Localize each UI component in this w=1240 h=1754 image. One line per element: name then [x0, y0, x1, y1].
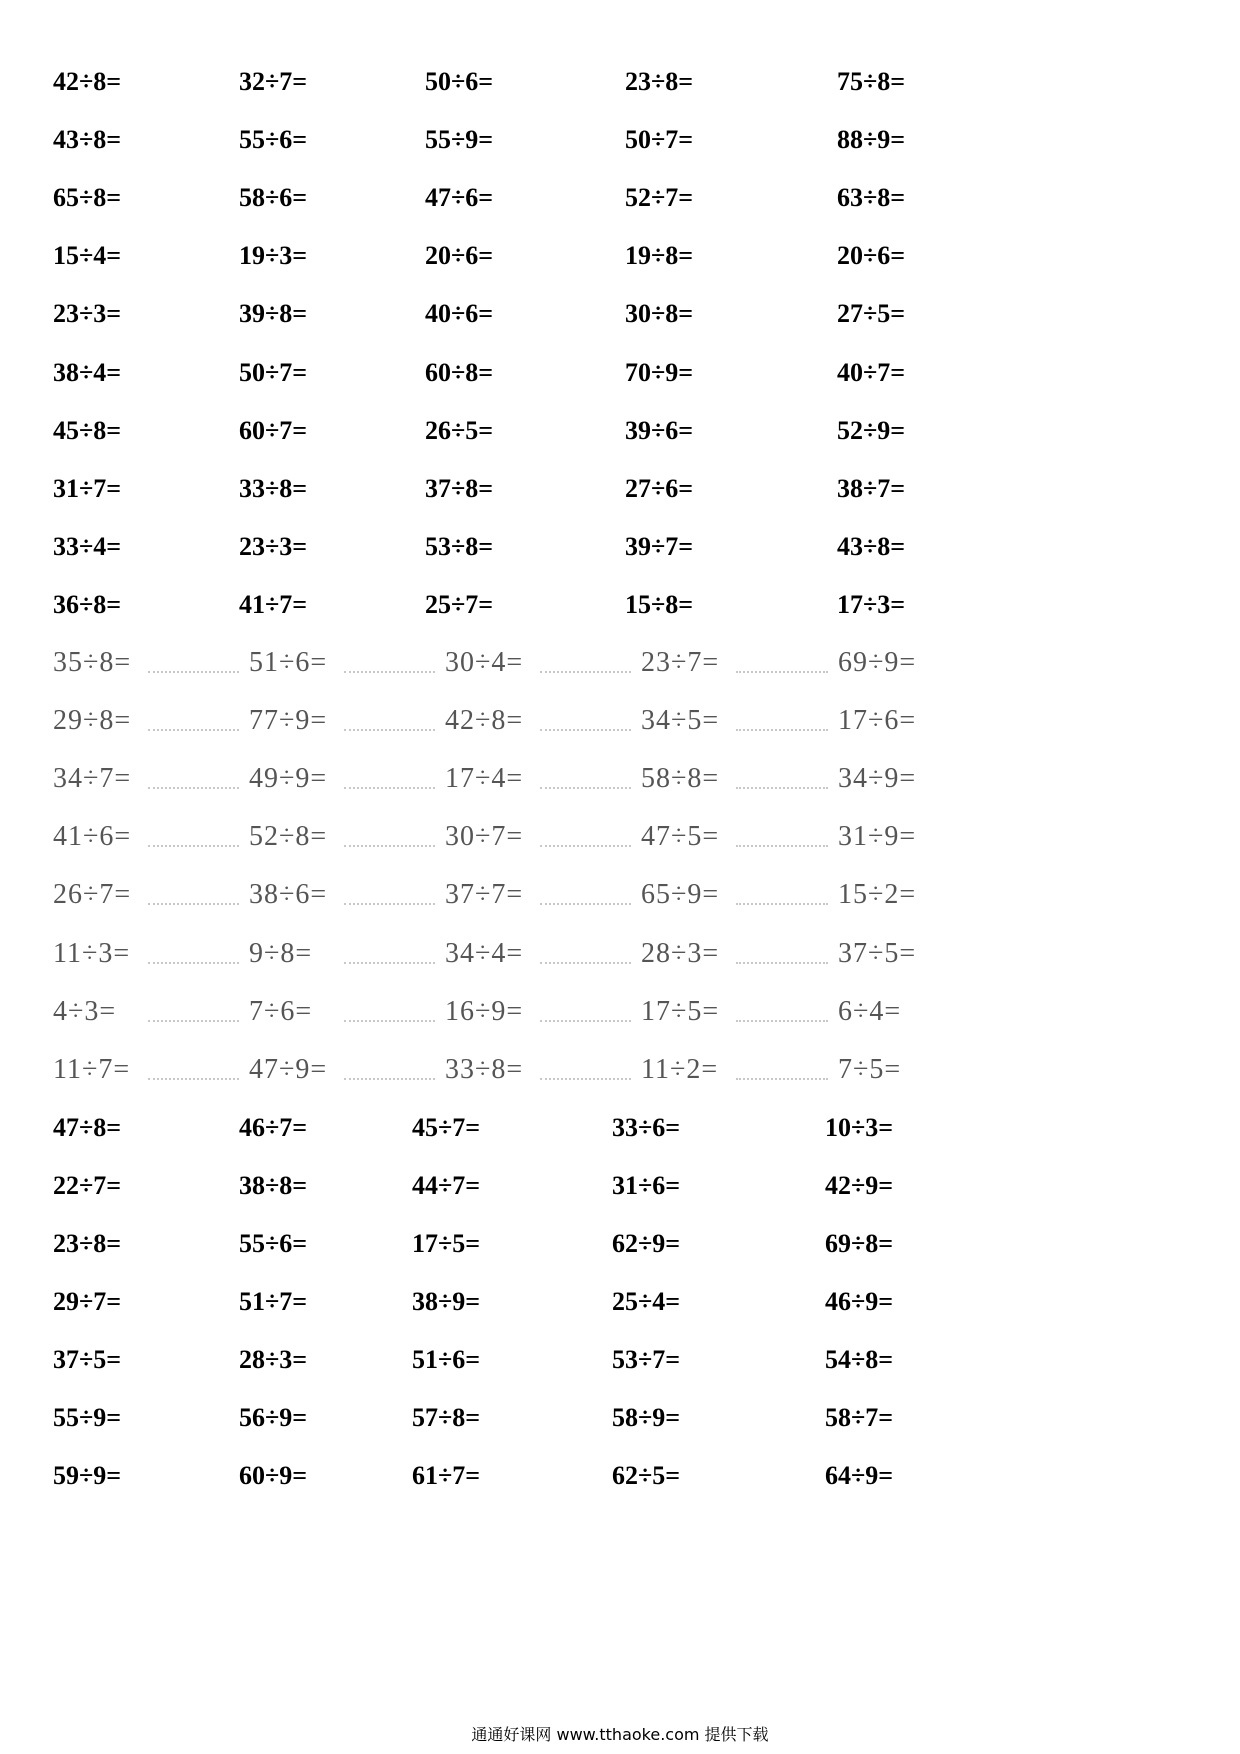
division-problem: 54÷8= — [825, 1345, 894, 1375]
dotted-answer-line — [540, 841, 631, 847]
division-problem: 27÷6= — [625, 473, 694, 503]
division-problem: 62÷5= — [612, 1461, 681, 1491]
division-problem: 28÷3= — [239, 1345, 308, 1375]
problem-row — [0, 701, 1240, 741]
division-problem: 38÷4= — [53, 357, 122, 387]
division-problem: 17÷6= — [838, 705, 917, 737]
division-problem: 31÷9= — [838, 821, 917, 853]
division-problem: 38÷8= — [239, 1170, 308, 1200]
problem-row — [0, 62, 1240, 102]
division-problem: 17÷3= — [837, 589, 906, 619]
problem-row — [0, 1050, 1240, 1090]
division-problem: 16÷9= — [445, 995, 524, 1027]
division-problem: 6÷4= — [838, 995, 902, 1027]
division-problem: 27÷5= — [837, 299, 906, 329]
division-problem: 11÷2= — [641, 1053, 719, 1085]
division-problem: 88÷9= — [837, 125, 906, 155]
division-problem: 39÷6= — [625, 415, 694, 445]
division-problem: 53÷8= — [425, 531, 494, 561]
problem-row — [0, 294, 1240, 334]
problem-row — [0, 353, 1240, 393]
division-problem: 60÷8= — [425, 357, 494, 387]
division-problem: 47÷5= — [641, 821, 720, 853]
division-problem: 33÷8= — [239, 473, 308, 503]
division-problem: 29÷8= — [53, 705, 132, 737]
division-problem: 15÷2= — [838, 879, 917, 911]
division-problem: 33÷8= — [445, 1053, 524, 1085]
division-problem: 47÷9= — [249, 1053, 328, 1085]
problem-row — [0, 759, 1240, 799]
division-problem: 23÷3= — [239, 531, 308, 561]
problem-row — [0, 1224, 1240, 1264]
division-problem: 25÷4= — [612, 1287, 681, 1317]
problem-row — [0, 1456, 1240, 1496]
division-problem: 65÷9= — [641, 879, 720, 911]
division-problem: 41÷7= — [239, 589, 308, 619]
division-problem: 37÷8= — [425, 473, 494, 503]
dotted-answer-line — [736, 725, 828, 731]
division-problem: 41÷6= — [53, 821, 132, 853]
division-problem: 44÷7= — [412, 1170, 481, 1200]
division-problem: 46÷7= — [239, 1112, 308, 1142]
division-problem: 70÷9= — [625, 357, 694, 387]
division-problem: 45÷8= — [53, 415, 122, 445]
division-problem: 75÷8= — [837, 67, 906, 96]
problem-row — [0, 585, 1240, 625]
dotted-answer-line — [148, 1016, 239, 1022]
division-problem: 38÷6= — [249, 879, 328, 911]
dotted-answer-line — [344, 899, 435, 905]
division-problem: 30÷7= — [445, 821, 524, 853]
problem-row — [0, 1398, 1240, 1438]
dotted-answer-line — [736, 899, 828, 905]
problem-row — [0, 817, 1240, 857]
division-problem: 64÷9= — [825, 1461, 894, 1491]
division-problem: 40÷6= — [425, 299, 494, 329]
division-problem: 69÷9= — [838, 647, 917, 678]
dotted-answer-line — [540, 725, 631, 731]
division-problem: 39÷7= — [625, 531, 694, 561]
division-problem: 37÷5= — [838, 937, 917, 969]
division-problem: 53÷7= — [612, 1345, 681, 1375]
division-problem: 52÷9= — [837, 415, 906, 445]
division-problem: 26÷7= — [53, 879, 132, 911]
division-problem: 55÷6= — [239, 125, 308, 155]
problem-row — [0, 236, 1240, 276]
dotted-answer-line — [736, 1016, 828, 1022]
division-problem: 34÷9= — [838, 763, 917, 795]
problem-row — [0, 178, 1240, 218]
division-problem: 52÷7= — [625, 183, 694, 213]
division-problem: 33÷6= — [612, 1112, 681, 1142]
dotted-answer-line — [540, 1074, 631, 1080]
dotted-answer-line — [736, 841, 828, 847]
division-problem: 20÷6= — [837, 241, 906, 271]
division-problem: 61÷7= — [412, 1461, 481, 1491]
problem-row — [0, 120, 1240, 160]
dotted-answer-line — [344, 958, 435, 964]
division-problem: 33÷4= — [53, 531, 122, 561]
division-problem: 40÷7= — [837, 357, 906, 387]
dotted-answer-line — [148, 783, 239, 789]
division-problem: 9÷8= — [249, 937, 313, 969]
division-problem: 34÷4= — [445, 937, 524, 969]
division-problem: 51÷6= — [412, 1345, 481, 1375]
division-problem: 34÷5= — [641, 705, 720, 737]
division-problem: 42÷8= — [53, 67, 122, 96]
dotted-answer-line — [736, 667, 828, 673]
problem-row — [0, 934, 1240, 974]
division-problem: 60÷9= — [239, 1461, 308, 1491]
division-problem: 29÷7= — [53, 1287, 122, 1317]
division-problem: 58÷9= — [612, 1403, 681, 1433]
division-problem: 42÷8= — [445, 705, 524, 737]
problem-row — [0, 527, 1240, 567]
dotted-answer-line — [540, 899, 631, 905]
division-problem: 69÷8= — [825, 1229, 894, 1258]
division-problem: 59÷9= — [53, 1461, 122, 1491]
division-problem: 47÷6= — [425, 183, 494, 213]
dotted-answer-line — [148, 958, 239, 964]
division-problem: 23÷3= — [53, 299, 122, 329]
dotted-answer-line — [736, 958, 828, 964]
division-problem: 45÷7= — [412, 1112, 481, 1142]
division-problem: 25÷7= — [425, 589, 494, 619]
division-problem: 36÷8= — [53, 589, 122, 619]
division-problem: 37÷5= — [53, 1345, 122, 1375]
division-problem: 62÷9= — [612, 1229, 681, 1258]
division-problem: 60÷7= — [239, 415, 308, 445]
division-problem: 17÷5= — [641, 995, 720, 1027]
division-problem: 7÷6= — [249, 995, 313, 1027]
division-problem: 38÷9= — [412, 1287, 481, 1317]
division-problem: 31÷7= — [53, 473, 122, 503]
division-problem: 30÷4= — [445, 647, 524, 678]
division-problem: 51÷7= — [239, 1287, 308, 1317]
dotted-answer-line — [540, 783, 631, 789]
dotted-answer-line — [540, 667, 631, 673]
division-problem: 15÷4= — [53, 241, 122, 271]
division-problem: 19÷8= — [625, 241, 694, 271]
problem-row — [0, 992, 1240, 1032]
division-problem: 46÷9= — [825, 1287, 894, 1317]
division-problem: 55÷6= — [239, 1229, 308, 1258]
problem-row — [0, 643, 1240, 683]
problem-row — [0, 1108, 1240, 1148]
dotted-answer-line — [540, 958, 631, 964]
division-problem: 11÷3= — [53, 937, 131, 969]
division-problem: 7÷5= — [838, 1053, 902, 1085]
dotted-answer-line — [344, 783, 435, 789]
problem-row — [0, 411, 1240, 451]
division-problem: 50÷7= — [625, 125, 694, 155]
dotted-answer-line — [344, 1016, 435, 1022]
division-problem: 17÷4= — [445, 763, 524, 795]
division-problem: 63÷8= — [837, 183, 906, 213]
division-problem: 38÷7= — [837, 473, 906, 503]
division-problem: 10÷3= — [825, 1112, 894, 1142]
division-problem: 43÷8= — [837, 531, 906, 561]
division-problem: 30÷8= — [625, 299, 694, 329]
dotted-answer-line — [736, 783, 828, 789]
division-problem: 19÷3= — [239, 241, 308, 271]
dotted-answer-line — [148, 667, 239, 673]
division-problem: 32÷7= — [239, 67, 308, 96]
dotted-answer-line — [344, 667, 435, 673]
division-problem: 51÷6= — [249, 647, 328, 678]
division-problem: 35÷8= — [53, 647, 132, 678]
problem-row — [0, 1340, 1240, 1380]
division-problem: 42÷9= — [825, 1170, 894, 1200]
division-problem: 56÷9= — [239, 1403, 308, 1433]
division-problem: 77÷9= — [249, 705, 328, 737]
footer-credit: 通通好课网 www.tthaoke.com 提供下载 — [471, 1725, 769, 1744]
division-problem: 43÷8= — [53, 125, 122, 155]
dotted-answer-line — [344, 841, 435, 847]
dotted-answer-line — [344, 725, 435, 731]
division-problem: 11÷7= — [53, 1053, 131, 1085]
division-problem: 65÷8= — [53, 183, 122, 213]
dotted-answer-line — [148, 899, 239, 905]
dotted-answer-line — [148, 725, 239, 731]
division-problem: 26÷5= — [425, 415, 494, 445]
division-problem: 58÷8= — [641, 763, 720, 795]
division-problem: 23÷7= — [641, 647, 720, 678]
division-problem: 57÷8= — [412, 1403, 481, 1433]
division-problem: 58÷7= — [825, 1403, 894, 1433]
dotted-answer-line — [736, 1074, 828, 1080]
division-problem: 31÷6= — [612, 1170, 681, 1200]
division-problem: 23÷8= — [53, 1229, 122, 1258]
problem-row — [0, 469, 1240, 509]
division-problem: 4÷3= — [53, 995, 117, 1027]
division-problem: 17÷5= — [412, 1229, 481, 1258]
division-problem: 15÷8= — [625, 589, 694, 619]
division-problem: 47÷8= — [53, 1112, 122, 1142]
problem-row — [0, 1166, 1240, 1206]
division-problem: 22÷7= — [53, 1170, 122, 1200]
division-problem: 50÷6= — [425, 67, 494, 96]
division-problem: 39÷8= — [239, 299, 308, 329]
dotted-answer-line — [540, 1016, 631, 1022]
division-problem: 52÷8= — [249, 821, 328, 853]
division-problem: 49÷9= — [249, 763, 328, 795]
division-problem: 28÷3= — [641, 937, 720, 969]
division-problem: 23÷8= — [625, 67, 694, 96]
dotted-answer-line — [148, 1074, 239, 1080]
division-problem: 50÷7= — [239, 357, 308, 387]
division-problem: 58÷6= — [239, 183, 308, 213]
division-problem: 55÷9= — [53, 1403, 122, 1433]
problem-row — [0, 875, 1240, 915]
division-problem: 34÷7= — [53, 763, 132, 795]
dotted-answer-line — [148, 841, 239, 847]
problem-row — [0, 1282, 1240, 1322]
division-problem: 55÷9= — [425, 125, 494, 155]
division-problem: 20÷6= — [425, 241, 494, 271]
division-problem: 37÷7= — [445, 879, 524, 911]
dotted-answer-line — [344, 1074, 435, 1080]
